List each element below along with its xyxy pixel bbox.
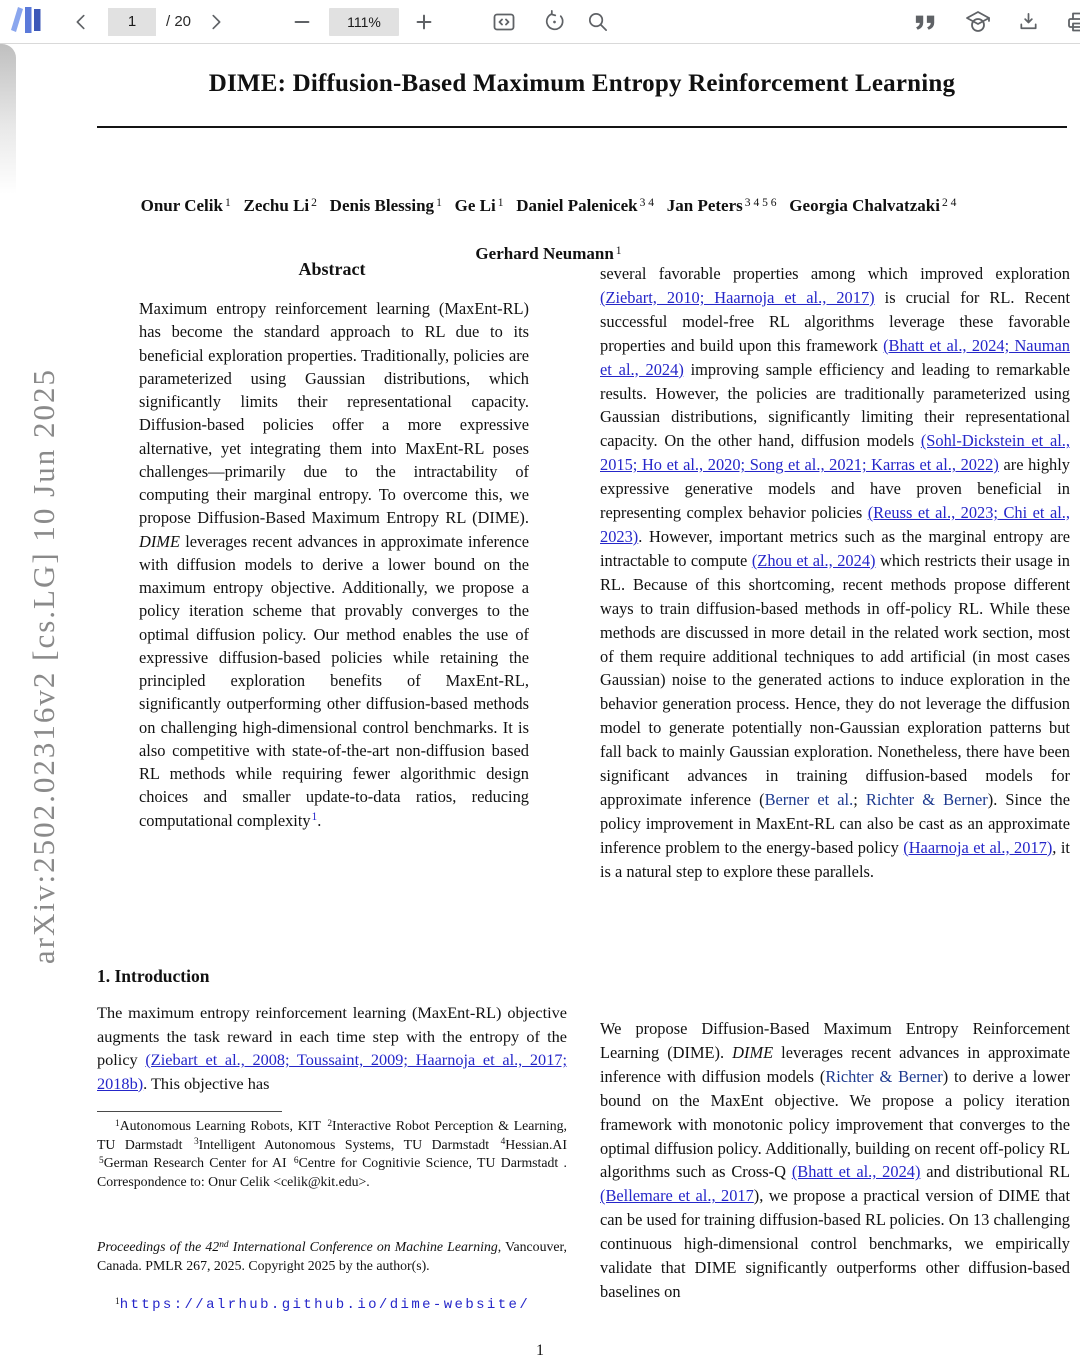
- text-segment: .: [317, 810, 322, 830]
- text-segment: Maximum entropy reinforcement learning (MaxEnt-RL) has become the standard approach to RL due to its beneficial exploration properties. Traditionally, policies are parameterized using Gaussian distributions, which significantly limits their representational capacity. Diffusion-based policies offer a more expressive alternative, yet integrating them into MaxEnt-RL poses challenges—primarily due to the intractability of computing their marginal entropy. To overcome this, we propose Diffusion-Based Maximum Entropy RL (DIME).: [139, 299, 529, 528]
- next-page-button[interactable]: [205, 11, 227, 33]
- abstract-heading: Abstract: [298, 259, 366, 279]
- arxiv-watermark: [10, 308, 78, 1024]
- chevron-right-icon: [205, 11, 227, 33]
- pdf-viewer-toolbar: [0, 0, 1080, 44]
- text-segment: 3 4: [639, 195, 655, 209]
- page-count-label: / 20: [166, 13, 192, 30]
- text-segment: We propose Diffusion-Based Maximum Entropy Reinforcement Learning (DIME).: [600, 1019, 1070, 1062]
- previous-page-button[interactable]: [70, 11, 92, 33]
- text-segment: Proceedings of the 42: [97, 1239, 220, 1254]
- zoom-level[interactable]: 111%: [329, 8, 399, 36]
- authors-row-1: [141, 196, 957, 215]
- text-segment: 1: [615, 243, 622, 257]
- text-segment: , it is a natural step to explore these parallels.: [600, 837, 1070, 881]
- text-segment: Intelligent Autonomous Systems, TU Darmstadt: [198, 1136, 499, 1152]
- plus-icon: [413, 11, 435, 33]
- text-segment: . However, important metrics such as the marginal entropy are intractable to compute: [600, 526, 1070, 570]
- minus-icon: [291, 11, 313, 33]
- text-segment: ;: [853, 789, 866, 809]
- scholar-button[interactable]: [965, 9, 991, 35]
- citation-link[interactable]: (Ziebart, 2010; Haarnoja et al., 2017): [600, 287, 875, 307]
- zoom-out-button[interactable]: [291, 11, 313, 33]
- text-segment: and distributional RL: [920, 1162, 1070, 1182]
- citation-link[interactable]: (Bhatt et al., 2024): [791, 1162, 921, 1182]
- text-segment: 1: [224, 195, 231, 209]
- text-segment: Zechu Li: [243, 196, 310, 215]
- search-button[interactable]: [586, 10, 609, 33]
- text-segment: are highly expressive generative models and have proven beneficial in representing complex behavior policies: [600, 455, 1070, 523]
- chevron-left-icon: [70, 11, 92, 33]
- text-segment: Denis Blessing: [329, 196, 435, 215]
- text-segment: 4: [500, 1137, 506, 1148]
- citation-link[interactable]: (Bellemare et al., 2017: [600, 1186, 754, 1206]
- text-segment: Autonomous Learning Robots, KIT: [119, 1118, 326, 1133]
- text-segment: Berner et al.: [764, 789, 854, 809]
- url-link[interactable]: https://alrhub.github.io/dime-website/: [119, 1297, 531, 1313]
- text-segment: Gerhard Neumann: [475, 244, 614, 263]
- text-segment: , Vancouver, Canada. PMLR 267, 2025. Copyright 2025 by the author(s).: [97, 1239, 567, 1273]
- introduction-text: [97, 1001, 567, 1095]
- page-corner-shadow: [0, 44, 16, 194]
- print-icon: [1066, 10, 1080, 34]
- text-segment: 2 4: [941, 195, 957, 209]
- text-segment: The maximum entropy reinforcement learning (MaxEnt-RL) objective augments the task reward in each time step with the entropy of the policy: [97, 1003, 567, 1069]
- text-segment: ), we propose a practical version of DIME that can be used for training diffusion-based RL policies. On 13 challenging continuous high-dimensional control benchmarks, we empirically validate that DIME significantly outperforms other diffusion-based baselines on: [600, 1186, 1070, 1301]
- pdf-page: [0, 44, 1080, 1372]
- text-segment: 1: [115, 1296, 120, 1307]
- text-segment: ) to derive a lower bound on the MaxEnt objective. We propose a policy iteration framework with monotonic policy improvement that converges to the optimal diffusion policy. Additionally, building on recent off-policy RL algorithms such as Cross-Q: [600, 1066, 1070, 1182]
- text-segment: [777, 196, 790, 215]
- citation-link[interactable]: (Sohl-Dickstein et al., 2015; Ho et al., 2020; Song et al., 2021; Karras et al., 2022): [600, 431, 1070, 475]
- text-segment: 3 4 5 6: [744, 195, 777, 209]
- logo-icon: [8, 4, 44, 34]
- text-segment: 1: [497, 195, 504, 209]
- text-segment: DIME: [139, 531, 180, 551]
- text-segment: Georgia Chalvatzaki: [789, 196, 940, 215]
- text-segment: is crucial for RL. Recent successful model-free RL algorithms leverage these favorable properties and build upon this framework: [600, 287, 1070, 355]
- text-segment: DIME: [732, 1042, 774, 1062]
- text-segment: 3: [193, 1137, 199, 1148]
- fit-width-button[interactable]: [491, 10, 517, 34]
- print-button[interactable]: [1066, 10, 1080, 34]
- text-segment: several favorable properties among which improved exploration: [600, 264, 1070, 283]
- text-segment: Hessian.AI: [505, 1136, 567, 1152]
- text-segment: Jan Peters: [666, 196, 743, 215]
- text-segment: Ge Li: [454, 196, 496, 215]
- text-segment: [231, 196, 244, 215]
- rotate-ccw-icon: [543, 10, 566, 33]
- page-number-input[interactable]: [108, 8, 156, 36]
- text-segment: improving sample efficiency and leading to remarkable results. However, the policies are traditionally parameterized using Gaussian distributions, significantly limiting their representational capacity. On the other hand, diffusion models: [600, 359, 1070, 451]
- viewer-logo: [8, 4, 44, 39]
- text-segment: . This objective has: [143, 1073, 270, 1093]
- text-segment: [317, 196, 330, 215]
- citation-link[interactable]: (Ziebart et al., 2008; Toussaint, 2009; Haarnoja et al., 2017; 2018b): [97, 1050, 568, 1093]
- search-icon: [586, 10, 609, 33]
- text-segment: Richter & Berner: [865, 789, 988, 809]
- rotate-button[interactable]: [543, 10, 566, 33]
- page-number-footer: 1: [536, 1342, 544, 1359]
- arxiv-watermark-text: arXiv:2502.02316v2 [cs.LG] 10 Jun 2025: [26, 367, 61, 965]
- zoom-in-button[interactable]: [413, 11, 435, 33]
- text-segment: International Conference on Machine Learning: [228, 1239, 498, 1254]
- text-segment: [654, 196, 667, 215]
- citation-link[interactable]: (Reuss et al., 2023; Chi et al., 2023): [600, 503, 1070, 546]
- text-segment: Interactive Robot Perception & Learning, TU Darmstadt: [97, 1118, 567, 1152]
- affiliations-footnote: [97, 1117, 567, 1192]
- paper-title: DIME: Diffusion-Based Maximum Entropy Reinforcement Learning: [208, 70, 956, 97]
- text-segment: [442, 196, 455, 215]
- text-segment: [503, 196, 516, 215]
- text-segment: leverages recent advances in approximate inference with diffusion models (: [600, 1042, 1070, 1086]
- website-footnote: [97, 1296, 567, 1313]
- abstract-text: [139, 297, 529, 832]
- text-segment: Centre for Cognitivie Science, TU Darmstadt . Correspondence to: Onur Celik <celik@kit.edu>.: [97, 1155, 567, 1190]
- text-segment: 1: [115, 1118, 120, 1129]
- right-column-paragraph-2: [600, 1017, 1070, 1304]
- download-button[interactable]: [1017, 10, 1040, 33]
- footnote-rule: [97, 1111, 282, 1112]
- title-rule: [97, 126, 1067, 128]
- citation-link[interactable]: (Haarnoja et al., 2017): [903, 837, 1053, 857]
- text-segment: 5: [99, 1156, 104, 1167]
- fit-width-icon: [491, 10, 517, 34]
- text-segment: 1: [436, 195, 442, 209]
- text-segment: ). Since the policy improvement in MaxEnt-RL can also be cast as an approximate inference problem to the energy-based policy: [600, 789, 1070, 857]
- introduction-heading: 1. Introduction: [97, 966, 210, 986]
- citation-link[interactable]: (Bhatt et al., 2024; Nauman et al., 2024): [600, 335, 1070, 379]
- text-segment: 2: [327, 1118, 333, 1129]
- text-segment: Daniel Palenicek: [516, 196, 638, 215]
- scholar-cap-icon: [965, 9, 991, 35]
- cite-quotes-icon: [912, 11, 939, 33]
- text-segment: leverages recent advances in approximate inference with diffusion models to derive a lower bound on the maximum entropy objective. Additionally, we propose a policy iteration scheme that provably converges to the optimal diffusion policy. Our method enables the use of expressive diffusion-based policies while retaining the principled exploration benefits of MaxEnt-RL, significantly outperforming other diffusion-based methods on challenging high-dimensional control benchmarks. It is also competitive with state-of-the-art non-diffusion based RL methods while requiring fewer algorithmic design choices and smaller update-to-data ratios, reducing computational complexity: [139, 531, 529, 830]
- proceedings-note: [97, 1238, 567, 1275]
- text-segment: 6: [293, 1156, 299, 1167]
- text-segment: nd: [219, 1239, 229, 1250]
- cite-button[interactable]: [912, 11, 939, 33]
- citation-link[interactable]: (Zhou et al., 2024): [751, 550, 876, 570]
- text-segment: German Research Center for AI: [103, 1155, 292, 1171]
- download-icon: [1017, 10, 1040, 33]
- text-segment: which restricts their usage in RL. Because of this shortcoming, recent methods propose different ways to train diffusion-based methods in off-policy RL. While these methods are discussed in more detail in the related work section, most of them require additional techniques to add artificial (in most cases Gaussian) noise to the generated actions to induce exploration in the behavior generation process. Hence, they do not leverage the diffusion model to generate potentially non-Gaussian exploration patterns but fall back to mainly Gaussian exploration. Nonetheless, there have been significant advances in training diffusion-based models for approximate inference (: [600, 550, 1070, 809]
- text-segment: Onur Celik: [140, 196, 223, 215]
- right-column-paragraph-1: [600, 262, 1070, 884]
- text-segment: Richter & Berner: [825, 1066, 943, 1086]
- text-segment: 2: [311, 195, 317, 209]
- footnote-link[interactable]: 1: [311, 811, 318, 824]
